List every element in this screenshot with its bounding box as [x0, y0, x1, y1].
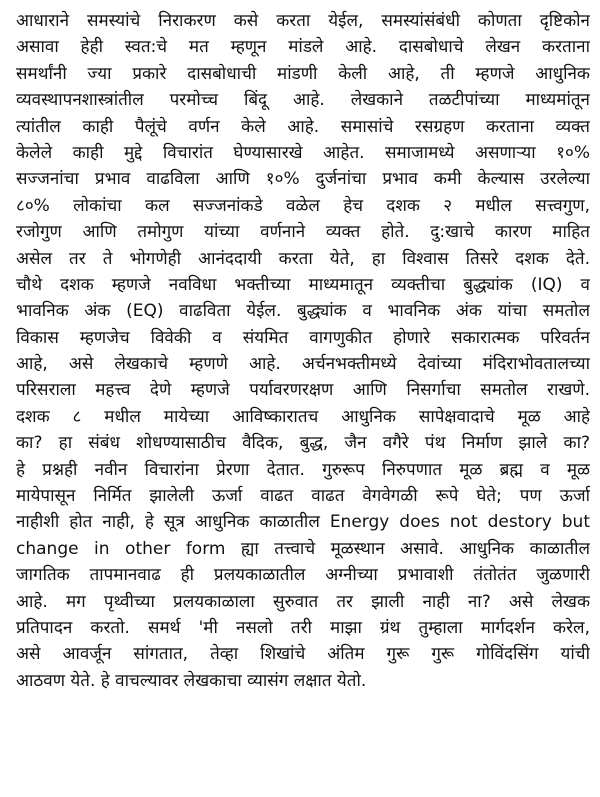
text-line: त्यांतील काही पैलूंचे वर्णन केले आहे. समासांचे रसग्रहण करताना व्यक्त [16, 116, 590, 137]
text-line: दशक ८ मधील मायेच्या आविष्कारातच आधुनिक सापेक्षवादाचे मूळ आहे [16, 406, 590, 427]
text-line: सज्जनांचा प्रभाव वाढविला आणि १०% दुर्जनांचा प्रभाव कमी केल्यास उरलेल्या [16, 169, 590, 190]
text-line: रजोगुण आणि तमोगुण यांच्या वर्णनाने व्यक्त होते. दु:खाचे कारण माहित [16, 222, 590, 243]
text-line: जागतिक तापमानवाढ ही प्रलयकाळातील अग्नीच्या प्रभावाशी तंतोतंत जुळणारी [16, 565, 590, 586]
text-line: नाहीशी होत नाही, हे सूत्र आधुनिक काळातील Energy does not destory but [16, 512, 590, 533]
text-line: ८०% लोकांचा कल सज्जनांकडे वळेल हेच दशक २ मधील सत्त्वगुण, [16, 195, 590, 216]
text-line: व्यवस्थापनशास्त्रांतील परमोच्च बिंदू आहे. लेखकाने तळटीपांच्या माध्यमांतून [16, 90, 590, 111]
text-line: आहे, असे लेखकाचे म्हणणे आहे. अर्चनभक्तीमध्ये देवांच्या मंदिराभोवतालच्या [16, 354, 590, 375]
text-line: असे आवर्जून सांगतात, तेव्हा शिखांचे अंतिम गुरू गुरू गोविंदसिंग यांची [16, 644, 590, 665]
text-line: परिसराला महत्त्व देणे म्हणजे पर्यावरणरक्षण आणि निसर्गाचा समतोल राखणे. [16, 380, 590, 401]
text-line: केलेले काही मुद्दे विचारांत घेण्यासारखे आहेत. समाजामध्ये असणाऱ्या १०% [16, 142, 590, 163]
text-line: हे प्रश्नही नवीन विचारांना प्रेरणा देतात. गुरुरूप निरुपणात मूळ ब्रह्म व मूळ [16, 459, 590, 480]
text-line: विकास म्हणजेच विवेकी व संयमित वागणुकीत होणारे सकारात्मक परिवर्तन [16, 327, 590, 348]
text-line: का? हा संबंध शोधण्यासाठीच वैदिक, बुद्ध, जैन वगैरे पंथ निर्माण झाले का? [16, 433, 590, 454]
text-line: असावा हेही स्वत:चे मत म्हणून मांडले आहे. दासबोधाचे लेखन करताना [16, 37, 590, 58]
text-line: भावनिक अंक (EQ) वाढविता येईल. बुद्ध्यांक व भावनिक अंक यांचा समतोल [16, 301, 590, 322]
text-line: आधाराने समस्यांचे निराकरण कसे करता येईल, समस्यांसंबंधी कोणता दृष्टिकोन [16, 11, 590, 31]
text-line: आहे. मग पृथ्वीच्या प्रलयकाळाला सुरुवात तर झाली नाही ना? असे लेखक [16, 591, 590, 612]
text-line: आठवण येते. हे वाचल्यावर लेखकाचा व्यासंग लक्षात येतो. [16, 670, 367, 691]
text-line: change in other form ह्या तत्त्वाचे मूळस्थान असावे. आधुनिक काळातील [16, 538, 590, 559]
text-line: समर्थांनी ज्या प्रकारे दासबोधाची मांडणी केली आहे, ती म्हणजे आधुनिक [16, 63, 590, 84]
text-line: चौथे दशक म्हणजे नवविधा भक्तीच्या माध्यमातून व्यक्तीचा बुद्ध्यांक (IQ) व [16, 274, 590, 295]
text-line: प्रतिपादन करतो. समर्थ 'मी नसलो तरी माझा ग्रंथ तुम्हाला मार्गदर्शन करेल, [16, 617, 590, 638]
text-line: मायेपासून निर्मित झालेली ऊर्जा वाढत वाढत वेगवेगळी रूपे घेते; पण ऊर्जा [16, 486, 590, 507]
text-line: असेल तर ते भोगणेही आनंददायी करता येते, हा विश्वास तिसरे दशक देते. [16, 248, 590, 269]
